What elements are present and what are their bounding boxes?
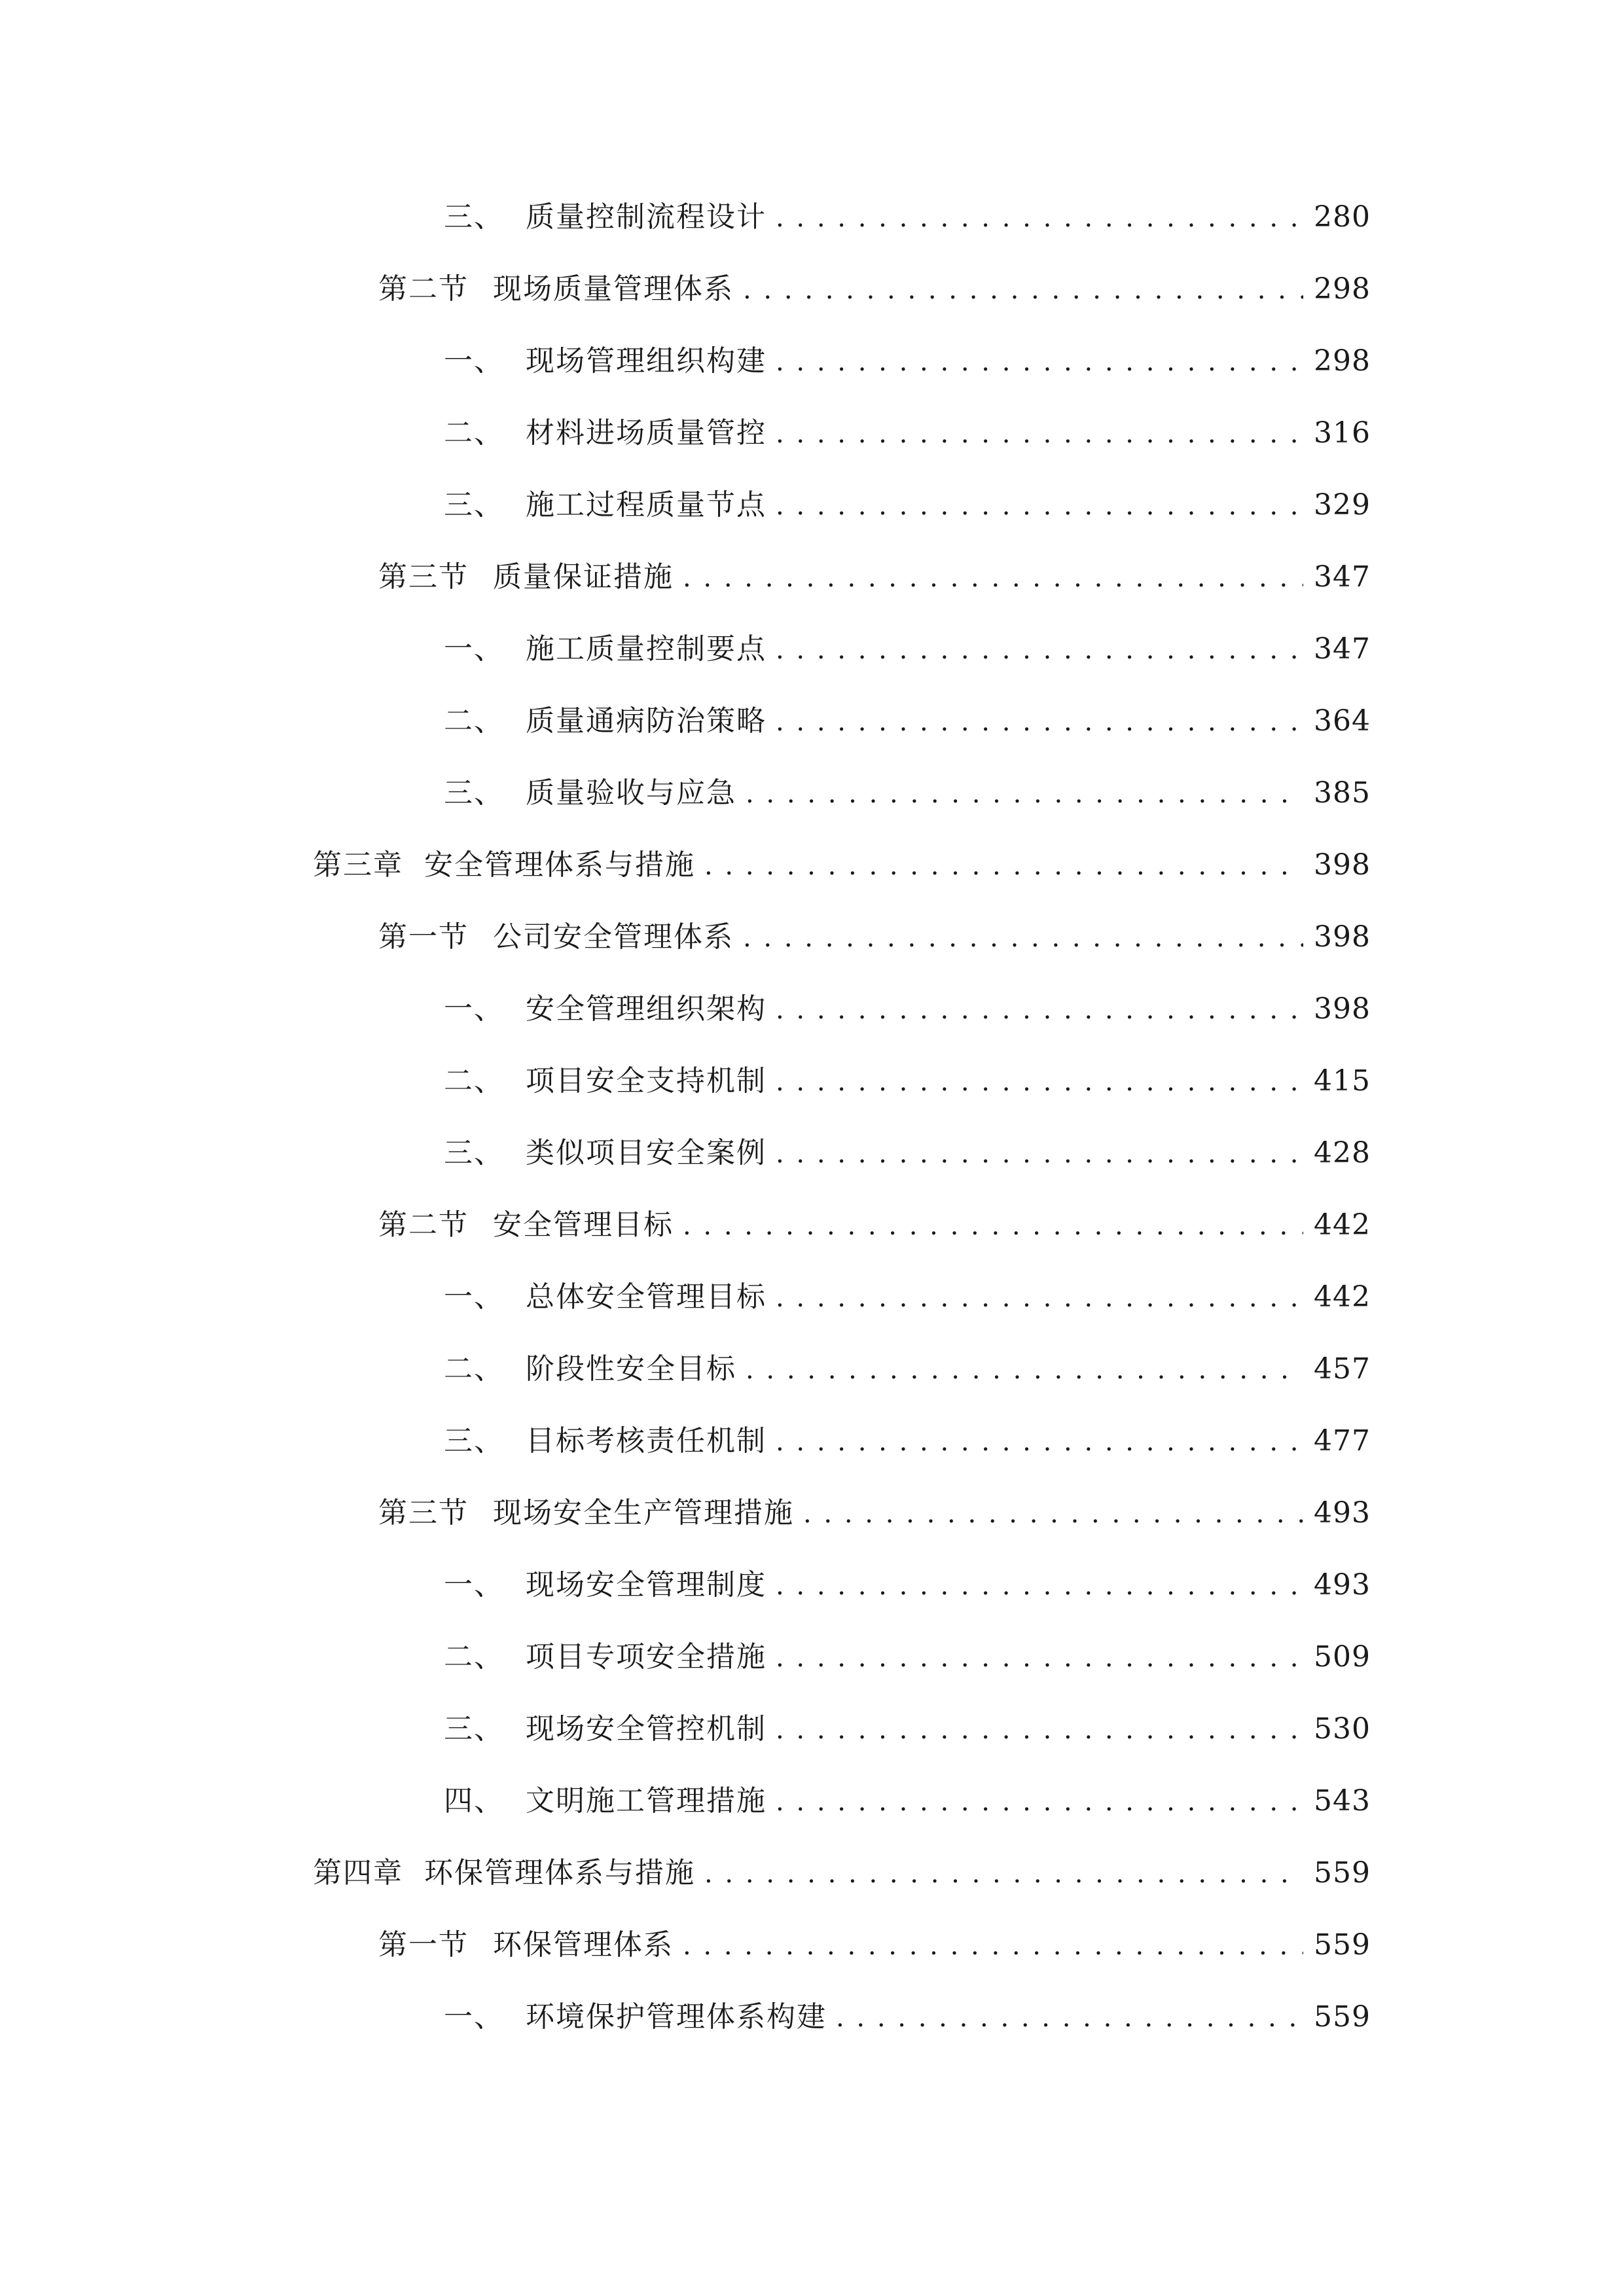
toc-entry-title: 目标考核责任机制 xyxy=(526,1424,767,1458)
toc-entry-number: 三、 xyxy=(444,1136,504,1170)
dot-leader xyxy=(776,411,1303,457)
toc-entry[interactable] xyxy=(444,338,1371,384)
dot-leader xyxy=(776,1635,1303,1681)
toc-entry[interactable] xyxy=(313,842,1371,888)
toc-entry-number: 第三章 xyxy=(313,848,403,882)
toc-entry[interactable] xyxy=(313,1850,1371,1896)
toc-entry-number: 一、 xyxy=(444,344,504,378)
toc-entry[interactable] xyxy=(444,1058,1371,1104)
toc-entry[interactable] xyxy=(378,1490,1371,1536)
toc-entry-title: 环保管理体系与措施 xyxy=(424,1856,695,1890)
dot-leader xyxy=(776,1779,1303,1825)
toc-entry-page-number: 398 xyxy=(1314,848,1371,882)
toc-entry-title: 公司安全管理体系 xyxy=(493,920,734,954)
toc-entry-number: 第三节 xyxy=(378,560,469,594)
toc-entry-title: 项目专项安全措施 xyxy=(526,1640,767,1674)
toc-entry-page-number: 398 xyxy=(1314,992,1371,1026)
toc-entry-number: 第四章 xyxy=(313,1856,403,1890)
toc-entry-page-number: 442 xyxy=(1314,1280,1371,1314)
toc-entry[interactable] xyxy=(444,1778,1371,1824)
toc-entry-number: 二、 xyxy=(444,416,504,450)
toc-entry[interactable] xyxy=(444,1994,1371,2040)
toc-entry[interactable] xyxy=(378,1202,1371,1248)
dot-leader xyxy=(776,1563,1303,1609)
toc-entry-page-number: 347 xyxy=(1314,560,1371,594)
toc-entry[interactable] xyxy=(444,410,1371,456)
toc-entry[interactable] xyxy=(444,698,1371,744)
toc-entry-title: 材料进场质量管控 xyxy=(526,416,767,450)
toc-entry-page-number: 559 xyxy=(1314,2000,1371,2034)
toc-entry-title: 文明施工管理措施 xyxy=(526,1784,767,1818)
toc-entry-number: 第二节 xyxy=(378,272,469,306)
toc-entry[interactable] xyxy=(378,554,1371,600)
dot-leader xyxy=(683,1203,1303,1249)
toc-entry-number: 三、 xyxy=(444,488,504,522)
toc-entry[interactable] xyxy=(444,1562,1371,1608)
toc-entry-title: 总体安全管理目标 xyxy=(526,1280,767,1314)
dot-leader xyxy=(704,1851,1303,1897)
toc-entry-page-number: 530 xyxy=(1314,1712,1371,1746)
toc-entry[interactable] xyxy=(444,1346,1371,1392)
toc-entry-page-number: 477 xyxy=(1314,1424,1371,1458)
toc-entry-page-number: 316 xyxy=(1314,416,1371,450)
toc-entry-page-number: 298 xyxy=(1314,344,1371,378)
dot-leader xyxy=(746,771,1303,817)
toc-entry[interactable] xyxy=(444,770,1371,816)
toc-entry-page-number: 347 xyxy=(1314,632,1371,666)
dot-leader xyxy=(776,339,1303,385)
toc-entry-title: 现场安全管控机制 xyxy=(526,1712,767,1746)
toc-entry-page-number: 329 xyxy=(1314,488,1371,522)
toc-entry[interactable] xyxy=(378,914,1371,960)
toc-entry-number: 第一节 xyxy=(378,1928,469,1962)
toc-entry-title: 安全管理目标 xyxy=(493,1208,674,1242)
toc-entry[interactable] xyxy=(444,1634,1371,1680)
dot-leader xyxy=(746,1347,1303,1393)
toc-entry-number: 第三节 xyxy=(378,1496,469,1530)
toc-entry-number: 二、 xyxy=(444,704,504,738)
toc-entry-title: 环境保护管理体系构建 xyxy=(526,2000,827,2034)
toc-entry-title: 现场质量管理体系 xyxy=(493,272,734,306)
toc-entry[interactable] xyxy=(444,986,1371,1032)
toc-entry-number: 三、 xyxy=(444,1424,504,1458)
toc-entry-title: 质量通病防治策略 xyxy=(526,704,767,738)
toc-entry[interactable] xyxy=(444,482,1371,528)
toc-entry[interactable] xyxy=(444,1418,1371,1464)
toc-entry-title: 环保管理体系 xyxy=(493,1928,674,1962)
toc-entry[interactable] xyxy=(444,626,1371,672)
toc-entry-title: 施工质量控制要点 xyxy=(526,632,767,666)
toc-entry-title: 类似项目安全案例 xyxy=(526,1136,767,1170)
toc-entry-number: 一、 xyxy=(444,1280,504,1314)
toc-entry-title: 施工过程质量节点 xyxy=(526,488,767,522)
toc-entry-number: 三、 xyxy=(444,776,504,810)
dot-leader xyxy=(803,1491,1303,1537)
toc-entry-page-number: 457 xyxy=(1314,1352,1371,1386)
dot-leader xyxy=(704,843,1303,889)
toc-entry-title: 质量验收与应急 xyxy=(526,776,736,810)
toc-entry-title: 现场安全管理制度 xyxy=(526,1568,767,1602)
dot-leader xyxy=(776,1707,1303,1753)
toc-entry-title: 项目安全支持机制 xyxy=(526,1064,767,1098)
toc-entry-title: 质量控制流程设计 xyxy=(526,200,767,234)
toc-entry-page-number: 559 xyxy=(1314,1928,1371,1962)
toc-entry-title: 安全管理体系与措施 xyxy=(424,848,695,882)
toc-entry-number: 一、 xyxy=(444,992,504,1026)
dot-leader xyxy=(743,267,1303,313)
dot-leader xyxy=(776,1275,1303,1321)
toc-entry-page-number: 442 xyxy=(1314,1208,1371,1242)
dot-leader xyxy=(776,627,1303,673)
toc-entry-page-number: 298 xyxy=(1314,272,1371,306)
toc-entry[interactable] xyxy=(444,1130,1371,1176)
toc-entry-page-number: 428 xyxy=(1314,1136,1371,1170)
dot-leader xyxy=(776,1419,1303,1465)
toc-entry-title: 质量保证措施 xyxy=(493,560,674,594)
dot-leader xyxy=(776,699,1303,745)
dot-leader xyxy=(683,555,1303,601)
dot-leader xyxy=(776,987,1303,1033)
toc-entry[interactable] xyxy=(444,194,1371,240)
dot-leader xyxy=(683,1923,1303,1969)
toc-entry[interactable] xyxy=(444,1706,1371,1752)
toc-entry-page-number: 385 xyxy=(1314,776,1371,810)
dot-leader xyxy=(776,483,1303,529)
toc-entry-page-number: 280 xyxy=(1314,200,1371,234)
toc-entry-number: 一、 xyxy=(444,632,504,666)
toc-entry-title: 安全管理组织架构 xyxy=(526,992,767,1026)
toc-entry-number: 二、 xyxy=(444,1640,504,1674)
toc-entry-title: 阶段性安全目标 xyxy=(526,1352,736,1386)
toc-entry-number: 第二节 xyxy=(378,1208,469,1242)
toc-entry[interactable] xyxy=(444,1274,1371,1320)
toc-entry-number: 四、 xyxy=(444,1784,504,1818)
toc-entry-title: 现场安全生产管理措施 xyxy=(493,1496,794,1530)
toc-entry-page-number: 493 xyxy=(1314,1496,1371,1530)
toc-entry-page-number: 559 xyxy=(1314,1856,1371,1890)
dot-leader xyxy=(836,1995,1303,2041)
toc-entry-page-number: 415 xyxy=(1314,1064,1371,1098)
dot-leader xyxy=(743,915,1303,961)
toc-entry-number: 第一节 xyxy=(378,920,469,954)
dot-leader xyxy=(776,1059,1303,1105)
toc-entry-page-number: 398 xyxy=(1314,920,1371,954)
toc-entry-number: 二、 xyxy=(444,1352,504,1386)
toc-entry[interactable] xyxy=(378,1922,1371,1968)
toc-entry-number: 三、 xyxy=(444,200,504,234)
dot-leader xyxy=(776,195,1303,241)
toc-entry-title: 现场管理组织构建 xyxy=(526,344,767,378)
toc-entry-number: 一、 xyxy=(444,1568,504,1602)
toc-entry-page-number: 364 xyxy=(1314,704,1371,738)
toc-entry-number: 三、 xyxy=(444,1712,504,1746)
toc-entry-number: 一、 xyxy=(444,2000,504,2034)
dot-leader xyxy=(776,1131,1303,1177)
toc-entry-page-number: 509 xyxy=(1314,1640,1371,1674)
toc-entry-number: 二、 xyxy=(444,1064,504,1098)
toc-entry-page-number: 543 xyxy=(1314,1784,1371,1818)
toc-entry-page-number: 493 xyxy=(1314,1568,1371,1602)
toc-entry[interactable] xyxy=(378,266,1371,312)
